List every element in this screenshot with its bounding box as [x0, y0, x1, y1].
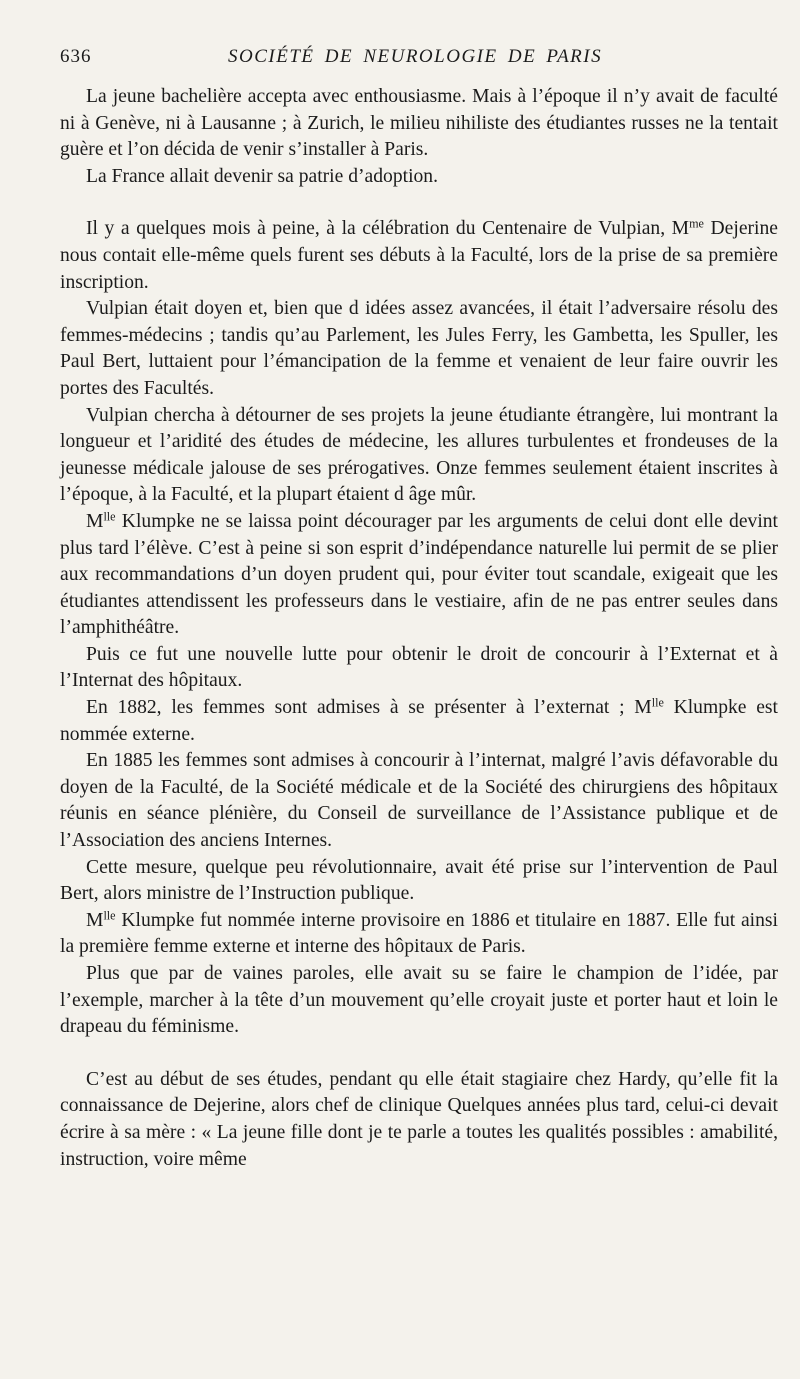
running-title: SOCIÉTÉ DE NEUROLOGIE DE PARIS — [228, 46, 603, 67]
paragraph: C’est au début de ses études, pendant qu elle était stagiaire chez Hardy, qu’elle fit la connaissance de Dejerine, alors chef de clinique Quelques années plus tard, celui-ci devait écrire à sa mère : « La jeune fille dont je te parle a toutes les qualités possibles : amabilité, instruction, voire même — [60, 1068, 778, 1170]
body-text — [60, 84, 778, 1173]
paragraph: Plus que par de vaines paroles, elle avait su se faire le champion de l’idée, par l’exemple, marcher à la tête d’un mouvement qu’elle croyait juste et porter haut et loin le drapeau du féminisme. — [60, 963, 778, 1038]
paragraph: La France allait devenir sa patrie d’adoption. — [86, 165, 438, 187]
paragraph: En 1882, les femmes sont admises à se présenter à l’externat ; $M^{lle}$ Klumpke est nommée externe. — [60, 695, 778, 745]
paragraph: $M^{lle}$ Klumpke fut nommée interne provisoire en 1886 et titulaire en 1887. Elle fut ainsi la première femme externe et interne des hôpitaux de Paris. — [60, 908, 778, 958]
paragraph: Vulpian était doyen et, bien que d idées assez avancées, il était l’adversaire résolu des femmes-médecins ; tandis qu’au Parlement, les Jules Ferry, les Gambetta, les Spuller, les Paul Bert, luttaient pour l’émancipation de la femme et venaient de leur faire ouvrir les portes des Facultés. — [60, 298, 778, 399]
paragraph: La jeune bachelière accepta avec enthousiasme. Mais à l’époque il n’y avait de faculté ni à Genève, ni à Lausanne ; à Zurich, le milieu nihiliste des étudiantes russes ne la tentait guère et l’on décida de venir s’installer à Paris. — [60, 86, 778, 161]
paragraph: Puis ce fut une nouvelle lutte pour obtenir le droit de concourir à l’Externat et à l’Internat des hôpitaux. — [60, 643, 778, 692]
paragraph: Il y a quelques mois à peine, à la célébration du Centenaire de Vulpian, $M^{me}$ Dejerine nous contait elle-même quels furent ses débuts à la Faculté, lors de la prise de sa première inscription. — [60, 216, 778, 293]
page-number: 636 — [60, 46, 92, 67]
paragraph: Cette mesure, quelque peu révolutionnaire, avait été prise sur l’intervention de Paul Bert, alors ministre de l’Instruction publique. — [60, 856, 778, 905]
paragraph: En 1885 les femmes sont admises à concourir à l’internat, malgré l’avis défavorable du doyen de la Faculté, de la Société médicale et de la Société des chirurgiens des hôpitaux réunis en séance plénière, du Conseil de surveillance de l’Assistance publique et de l’Association des anciens Internes. — [60, 750, 778, 852]
paragraph: $M^{lle}$ Klumpke ne se laissa point décourager par les arguments de celui dont elle devint plus tard l’élève. C’est à peine si son esprit d’indépendance naturelle lui permit de se plier aux recommandations d’un doyen prudent qui, pour éviter tout scandale, exigeait que les étudiantes attendissent les professeurs dans le vestiaire, afin de ne pas entrer seules dans l’amphithéâtre. — [60, 509, 778, 639]
page-header — [60, 44, 760, 74]
paragraph: Vulpian chercha à détourner de ses projets la jeune étudiante étrangère, lui montrant la longueur et l’aridité des études de médecine, les allures turbulentes et frondeuses de la jeunesse médicale jalouse de ses prérogatives. Onze femmes seulement étaient inscrites à l’époque, à la Faculté, et la plupart étaient d âge mûr. — [60, 404, 778, 506]
